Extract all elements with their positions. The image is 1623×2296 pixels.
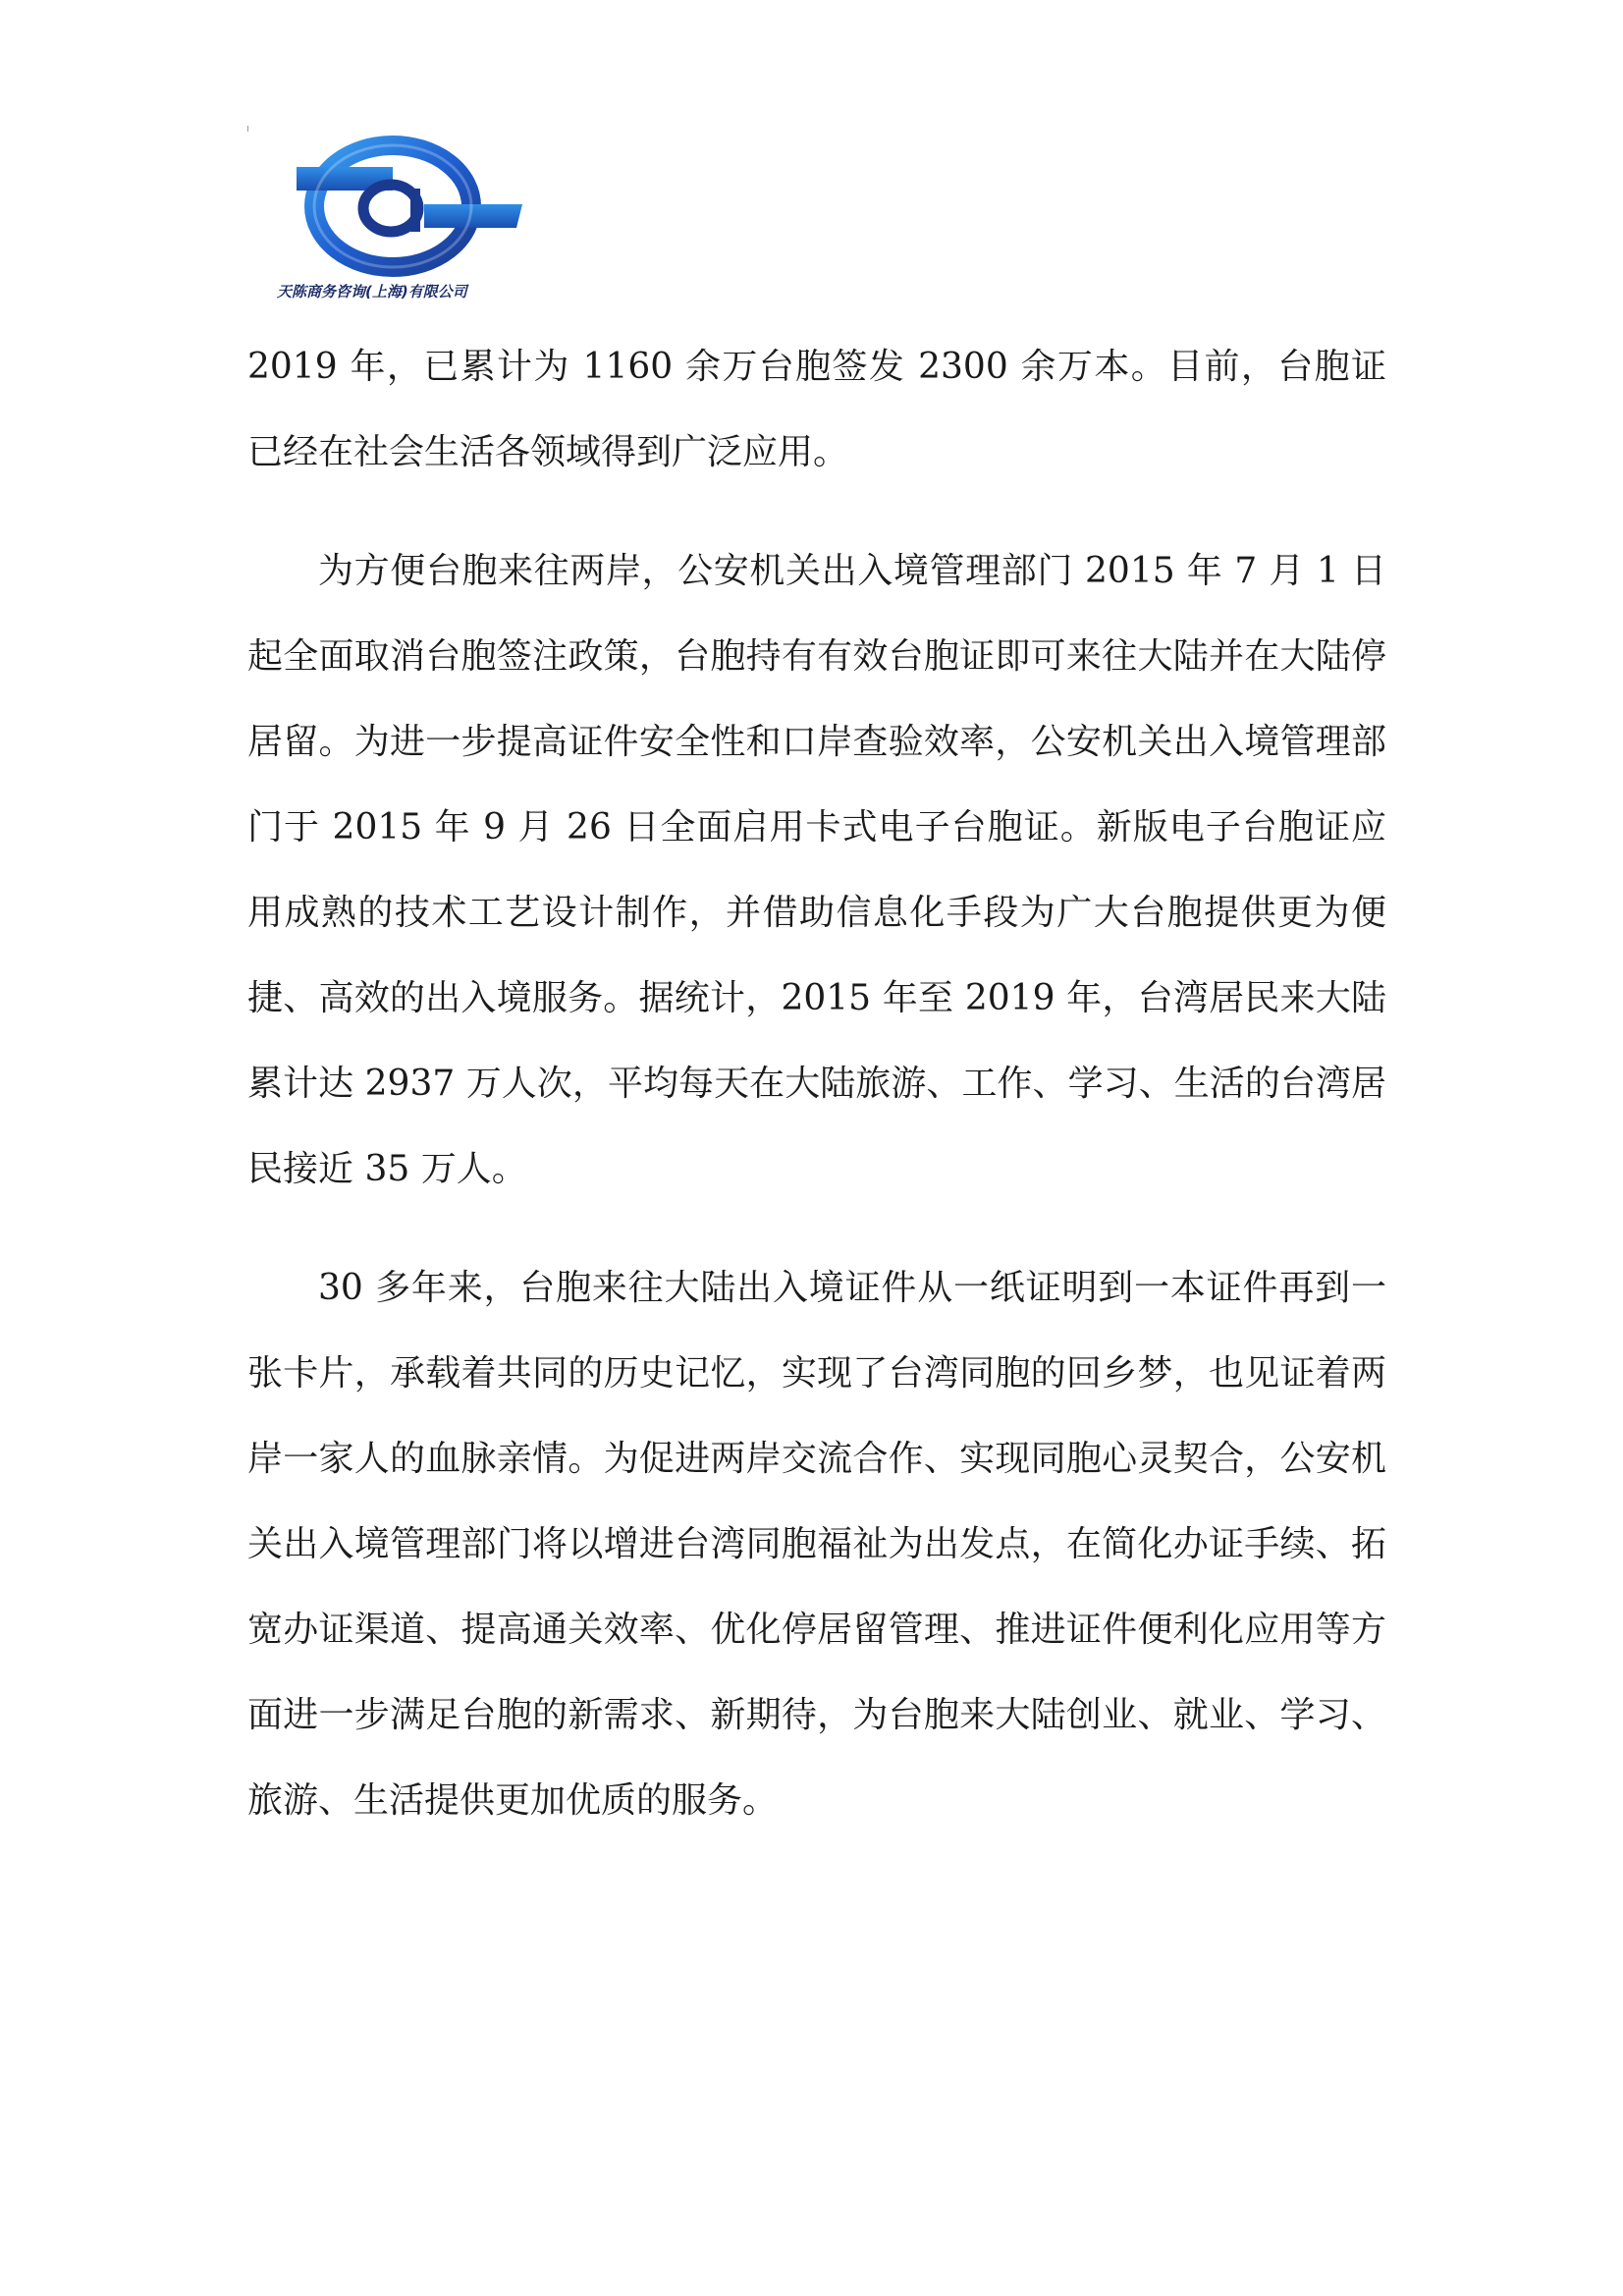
paragraph-1: 2019 年，已累计为 1160 余万台胞签发 2300 余万本。目前，台胞证已经在社会生活各领域得到广泛应用。 (247, 347, 1386, 472)
company-name: 天陈商务咨询(上海)有限公司 (277, 283, 467, 301)
page-corner-mark (247, 126, 252, 132)
paragraph-2: 为方便台胞来往两岸，公安机关出入境管理部门 2015 年 7 月 1 日起全面取消台胞签注政策，台胞持有有效台胞证即可来往大陆并在大陆停居留。为进一步提高证件安全性和口岸查验效率，公安机关出入境管理部门于 2015 年 9 月 26 日全面启用卡式电子台胞证。新版电子台胞证应用成熟的技术工艺设计制作，并借助信息化手段为广大台胞提供更为便捷、高效的出入境服务。据统计，2015 年至 2019 年，台湾居民来大陆累计达 2937 万人次，平均每天在大陆旅游、工作、学习、生活的台湾居民接近 35 万人。 (247, 551, 1386, 1189)
paragraph-3: 30 多年来，台胞来往大陆出入境证件从一纸证明到一本证件再到一张卡片，承载着共同的历史记忆，实现了台湾同胞的回乡梦，也见证着两岸一家人的血脉亲情。为促进两岸交流合作、实现同胞心灵契合，公安机关出入境管理部门将以增进台湾同胞福祉为出发点，在简化办证手续、拓宽办证渠道、提高通关效率、优化停居留管理、推进证件便利化应用等方面进一步满足台胞的新需求、新期待，为台胞来大陆创业、就业、学习、旅游、生活提供更加优质的服务。 (247, 1268, 1386, 1821)
document-body (247, 324, 1386, 1877)
company-at-logo-icon (277, 136, 552, 283)
